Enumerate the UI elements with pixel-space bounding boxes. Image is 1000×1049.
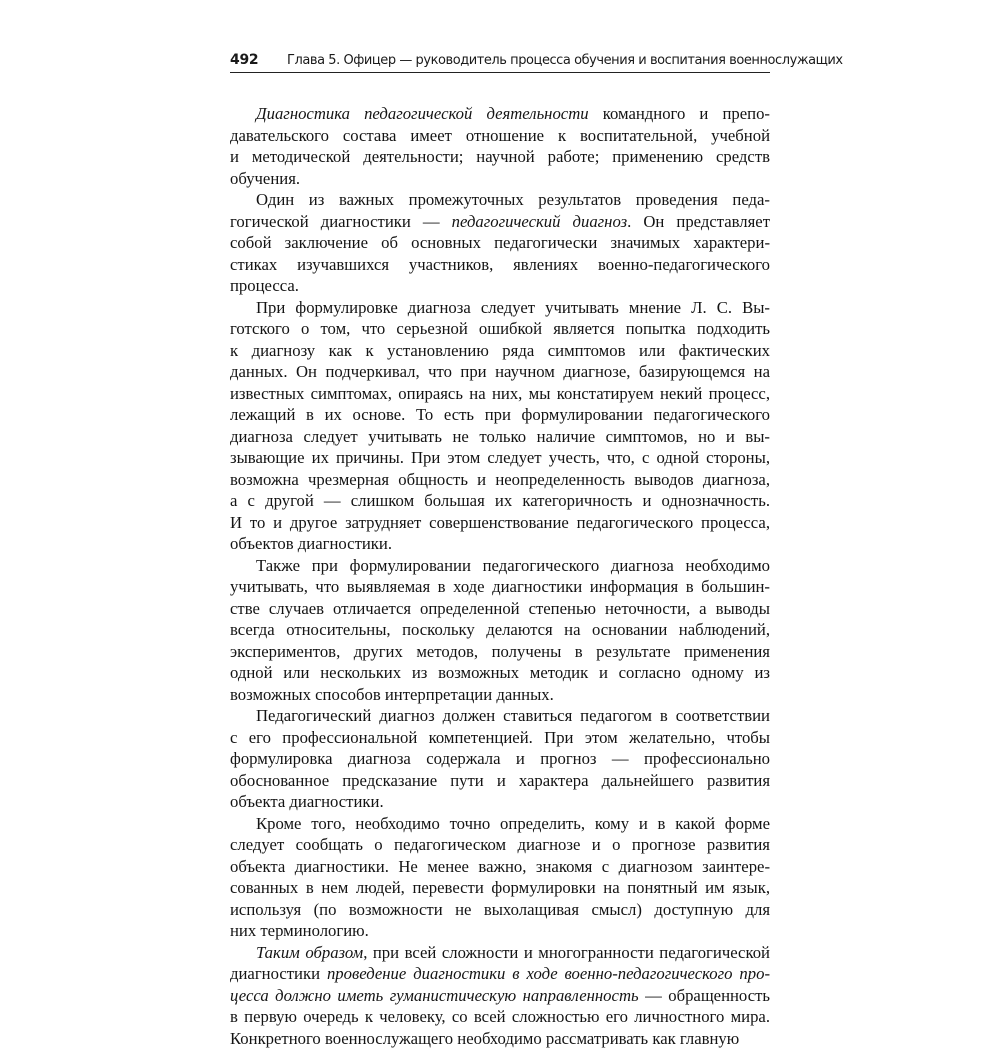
text-run: И то и другое затрудняет совершенствование педагогического процесса, bbox=[230, 513, 770, 532]
text-run: обоснованное предсказание пути и характера дальнейшего развития bbox=[230, 771, 770, 790]
text-line bbox=[230, 1006, 770, 1028]
text-run: Также при формулировании педагогического диагноза необходимо bbox=[256, 556, 770, 575]
running-header bbox=[230, 52, 770, 74]
text-run: . Он представляет bbox=[627, 212, 770, 231]
text-run: всегда относительны, поскольку делаются на основании наблюдений, bbox=[230, 620, 770, 639]
text-run: к диагнозу как к установлению ряда симптомов или фактических bbox=[230, 341, 770, 360]
text-run: объекта диагностики. Не менее важно, знакомя с диагнозом заинтере- bbox=[230, 857, 770, 876]
italic-run: цесса должно иметь гуманистическую направленность bbox=[230, 986, 639, 1005]
text-line bbox=[230, 383, 770, 405]
text-run: используя (по возможности не выхолащивая смысл) доступную для bbox=[230, 900, 770, 919]
text-line bbox=[230, 490, 770, 512]
text-line bbox=[230, 770, 770, 792]
text-line bbox=[230, 103, 770, 125]
text-line bbox=[230, 275, 770, 297]
text-line bbox=[230, 684, 770, 706]
text-run: диагностики bbox=[230, 964, 327, 983]
text-run: известных симптомах, опираясь на них, мы констатируем некий процесс, bbox=[230, 384, 770, 403]
text-run: стве случаев отличается определенной степенью неточности, а выводы bbox=[230, 599, 770, 618]
text-line bbox=[230, 791, 770, 813]
text-run: в первую очередь к человеку, со всей сложностью его личностного мира. bbox=[230, 1007, 770, 1026]
text-run: учитывать, что выявляемая в ходе диагностики информация в большин- bbox=[230, 577, 770, 596]
text-run: следует сообщать о педагогическом диагнозе и о прогнозе развития bbox=[230, 835, 770, 854]
text-line bbox=[230, 662, 770, 684]
text-run: Кроме того, необходимо точно определить, кому и в какой форме bbox=[256, 814, 770, 833]
text-run: возможна чрезмерная общность и неопределенность выводов диагноза, bbox=[230, 470, 770, 489]
text-line bbox=[230, 899, 770, 921]
text-run: Конкретного военнослужащего необходимо рассматривать как главную bbox=[230, 1029, 739, 1048]
text-line bbox=[230, 834, 770, 856]
text-run: возможных способов интерпретации данных. bbox=[230, 685, 554, 704]
text-run: , при всей сложности и многогранности педагогической bbox=[363, 943, 770, 962]
paragraph bbox=[230, 297, 770, 555]
text-run: зывающие их причины. При этом следует учесть, что, с одной стороны, bbox=[230, 448, 770, 467]
text-run: них терминологию. bbox=[230, 921, 369, 940]
text-run: объектов диагностики. bbox=[230, 534, 392, 553]
text-line bbox=[230, 404, 770, 426]
text-line bbox=[230, 447, 770, 469]
text-line bbox=[230, 361, 770, 383]
text-line bbox=[230, 232, 770, 254]
text-line bbox=[230, 963, 770, 985]
text-run: с его профессиональной компетенцией. При этом желательно, чтобы bbox=[230, 728, 770, 747]
text-line bbox=[230, 576, 770, 598]
text-run: обучения. bbox=[230, 169, 300, 188]
text-run: а с другой — слишком большая их категоричность и однозначность. bbox=[230, 491, 770, 510]
text-run: и методической деятельности; научной работе; применению средств bbox=[230, 147, 770, 166]
text-line bbox=[230, 125, 770, 147]
italic-run: Диагностика педагогической деятельности bbox=[256, 104, 589, 123]
text-line bbox=[230, 297, 770, 319]
text-line bbox=[230, 555, 770, 577]
text-line bbox=[230, 619, 770, 641]
paragraph bbox=[230, 705, 770, 813]
paragraph bbox=[230, 813, 770, 942]
text-line bbox=[230, 168, 770, 190]
text-run: собой заключение об основных педагогически значимых характери- bbox=[230, 233, 770, 252]
text-run: лежащий в их основе. То есть при формулировании педагогического bbox=[230, 405, 770, 424]
text-run: стиках изучавшихся участников, явлениях военно-педагогического bbox=[230, 255, 770, 274]
paragraph bbox=[230, 942, 770, 1049]
text-line bbox=[230, 942, 770, 964]
text-line bbox=[230, 598, 770, 620]
body-text bbox=[230, 103, 770, 1049]
text-run: формулировка диагноза содержала и прогноз — профессионально bbox=[230, 749, 770, 768]
text-run: сованных в нем людей, перевести формулировки на понятный им язык, bbox=[230, 878, 770, 897]
text-line bbox=[230, 705, 770, 727]
header-rule bbox=[230, 72, 770, 73]
text-run: — обращенность bbox=[639, 986, 770, 1005]
text-line bbox=[230, 985, 770, 1007]
text-run: объекта диагностики. bbox=[230, 792, 384, 811]
text-line bbox=[230, 813, 770, 835]
text-run: процесса. bbox=[230, 276, 299, 295]
text-line bbox=[230, 641, 770, 663]
text-line bbox=[230, 748, 770, 770]
text-run: гогической диагностики — bbox=[230, 212, 452, 231]
text-line bbox=[230, 1028, 770, 1049]
text-line bbox=[230, 877, 770, 899]
text-run: одной или нескольких из возможных методик и согласно одному из bbox=[230, 663, 770, 682]
text-line bbox=[230, 318, 770, 340]
text-run: командного и препо- bbox=[589, 104, 770, 123]
text-line bbox=[230, 340, 770, 362]
text-line bbox=[230, 426, 770, 448]
text-line bbox=[230, 920, 770, 942]
text-run: давательского состава имеет отношение к воспитательной, учебной bbox=[230, 126, 770, 145]
text-line bbox=[230, 512, 770, 534]
text-run: готского о том, что серьезной ошибкой является попытка подходить bbox=[230, 319, 770, 338]
italic-run: Таким образом bbox=[256, 943, 363, 962]
text-line bbox=[230, 189, 770, 211]
text-run: данных. Он подчеркивал, что при научном диагнозе, базирующемся на bbox=[230, 362, 770, 381]
text-line bbox=[230, 533, 770, 555]
text-run: диагноза следует учитывать не только наличие симптомов, но и вы- bbox=[230, 427, 770, 446]
paragraph bbox=[230, 189, 770, 297]
paragraph bbox=[230, 103, 770, 189]
text-line bbox=[230, 211, 770, 233]
text-run: экспериментов, других методов, получены в результате применения bbox=[230, 642, 770, 661]
text-run: Педагогический диагноз должен ставиться педагогом в соответствии bbox=[256, 706, 770, 725]
text-run: Один из важных промежуточных результатов проведения педа- bbox=[256, 190, 770, 209]
text-line bbox=[230, 727, 770, 749]
text-run: При формулировке диагноза следует учитывать мнение Л. С. Вы- bbox=[256, 298, 770, 317]
paragraph bbox=[230, 555, 770, 706]
page-number: 492 bbox=[230, 52, 258, 68]
italic-run: проведение диагностики в ходе военно-педагогического про- bbox=[327, 964, 770, 983]
text-line bbox=[230, 254, 770, 276]
text-line bbox=[230, 469, 770, 491]
chapter-title: Глава 5. Офицер — руководитель процесса обучения и воспитания военнослужащих bbox=[287, 53, 843, 68]
text-line bbox=[230, 856, 770, 878]
text-line bbox=[230, 146, 770, 168]
italic-run: педагогический диагноз bbox=[452, 212, 628, 231]
